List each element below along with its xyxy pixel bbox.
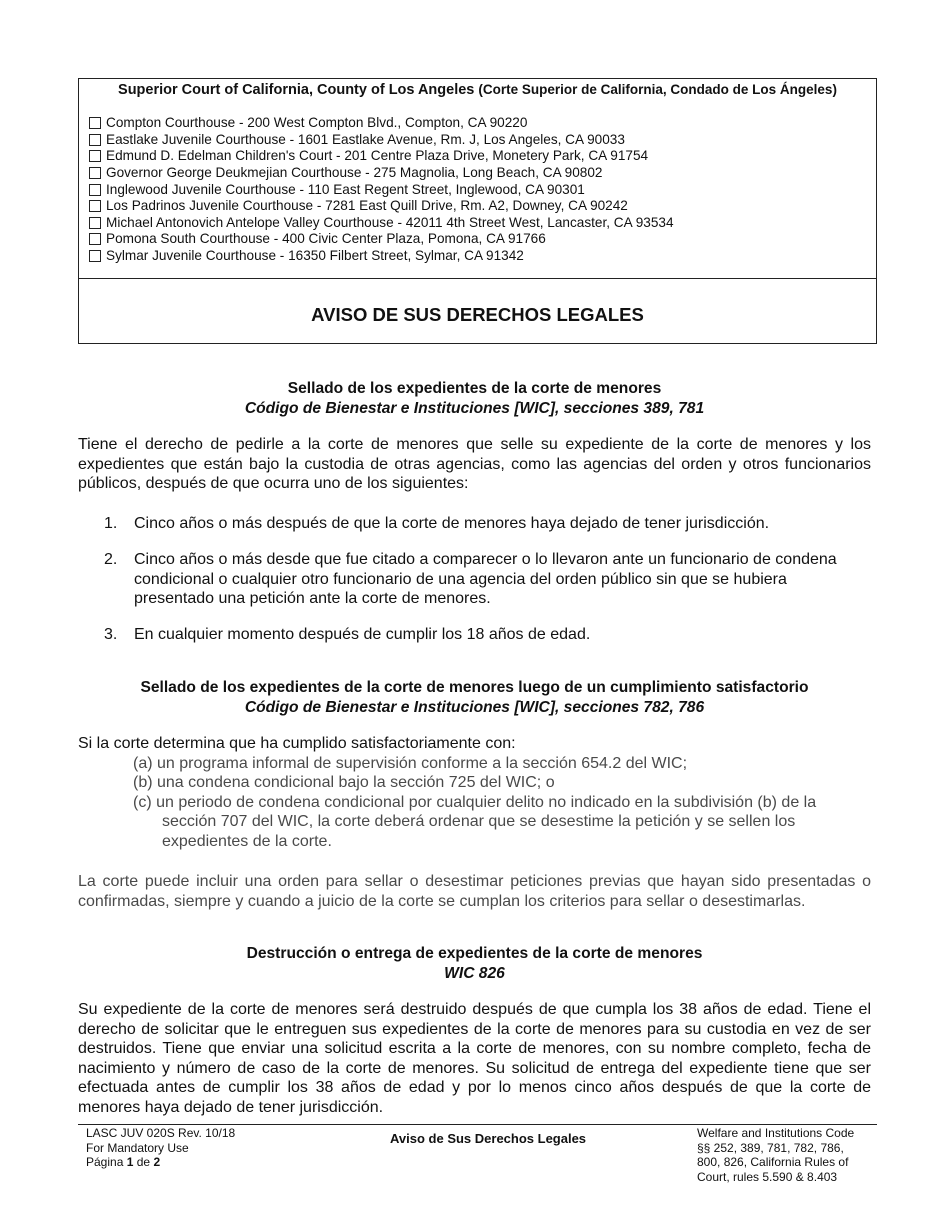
courthouse-checkbox[interactable] (89, 233, 101, 245)
section-3-body (78, 1000, 871, 1118)
courthouse-option[interactable] (89, 148, 674, 165)
section-2-closing (78, 872, 871, 911)
sub-item: (c) un periodo de condena condicional por cualquier delito no indicado en la subdivisión (b) de la sección 707 del WIC, la corte deberá ordenar que se desestime la petición y se sellen los expedientes de la corte. (133, 793, 817, 850)
header-divider (79, 278, 876, 279)
section-2-body (78, 734, 871, 852)
courthouse-checkbox[interactable] (89, 150, 101, 162)
legal-ref-line: Welfare and Institutions Code (697, 1126, 855, 1140)
courthouse-option[interactable] (89, 132, 674, 149)
footer-title: Aviso de Sus Derechos Legales (390, 1131, 587, 1146)
sub-item: (b) una condena condicional bajo la sección 725 del WIC; o (133, 774, 555, 792)
courthouse-option[interactable] (89, 115, 674, 132)
section-1-code: Código de Bienestar e Instituciones [WIC], secciones 389, 781 (244, 399, 705, 417)
court-name: Superior Court of California, County of Los Angeles (118, 82, 475, 98)
courthouse-checkbox[interactable] (89, 217, 101, 229)
courthouse-label: Inglewood Juvenile Courthouse - 110 East Regent Street, Inglewood, CA 90301 (106, 181, 585, 197)
section-3-body-text: Su expediente de la corte de menores será destruido después de que cumpla los 38 años de edad. Tiene el derecho de solicitar que le entreguen sus expedientes de la corte de menores para su custodia en vez de ser destruidos. Tiene que enviar una solicitud escrita a la corte de menores, con su nombre completo, fecha de nacimiento y número de caso de la corte de menores. Su solicitud de entrega del expediente tiene que ser efectuada antes de cumplir los 38 años de edad y por lo menos cinco años después de que la corte de menores haya dejado de tener jurisdicción. (78, 1001, 871, 1116)
footer-form-info (86, 1126, 235, 1170)
courthouse-list (89, 115, 674, 264)
courthouse-label: Sylmar Juvenile Courthouse - 16350 Filbert Street, Sylmar, CA 91342 (106, 248, 524, 264)
section-2-heading (78, 678, 871, 717)
page-footer (78, 1124, 877, 1184)
sub-item: (a) un programa informal de supervisión conforme a la sección 654.2 del WIC; (133, 754, 688, 772)
page-of: de (136, 1155, 151, 1169)
legal-ref-line: §§ 252, 389, 781, 782, 786, (697, 1140, 844, 1155)
courthouse-checkbox[interactable] (89, 117, 101, 129)
section-1-list (78, 550, 871, 609)
courthouse-option[interactable] (89, 198, 674, 215)
courthouse-option[interactable] (89, 215, 674, 232)
courthouse-label: Los Padrinos Juvenile Courthouse - 7281 East Quill Drive, Rm. A2, Downey, CA 90242 (106, 198, 628, 214)
courthouse-checkbox[interactable] (89, 184, 101, 196)
section-1-intro (78, 435, 871, 494)
section-2-closing-text: La corte puede incluir una orden para sellar o desestimar peticiones previas que hayan sido presentadas o confirmadas, siempre y cuando a juicio de la corte se cumplan los criterios para sellar o desestimarlas. (78, 873, 871, 910)
page-current: 1 (126, 1155, 134, 1169)
legal-ref-line: Court, rules 5.590 & 8.403 (697, 1169, 838, 1184)
section-1-list (78, 625, 871, 645)
notice-title: AVISO DE SUS DERECHOS LEGALES (311, 304, 644, 325)
courthouse-checkbox[interactable] (89, 134, 101, 146)
section-2-sub-list (78, 754, 871, 852)
courthouse-label: Compton Courthouse - 200 West Compton Blvd., Compton, CA 90220 (106, 115, 528, 131)
list-item (78, 625, 871, 645)
legal-ref-line: 800, 826, California Rules of (697, 1155, 849, 1169)
courthouse-option[interactable] (89, 231, 674, 248)
courthouse-label: Governor George Deukmejian Courthouse - 275 Magnolia, Long Beach, CA 90802 (106, 165, 603, 181)
list-item-text: Cinco años o más desde que fue citado a comparecer o lo llevaron ante un funcionario de condena condicional o cualquier otro funcionario de una agencia del orden público sin que se hubiera presentado una petición ante la corte de menores. (134, 551, 837, 608)
courthouse-checkbox[interactable] (89, 167, 101, 179)
list-item-text: Cinco años o más después de que la corte de menores haya dejado de tener jurisdicción. (134, 515, 770, 532)
list-item-number: 2. (104, 551, 118, 568)
section-2-code: Código de Bienestar e Instituciones [WIC], secciones 782, 786 (244, 698, 705, 716)
courthouse-label: Edmund D. Edelman Children's Court - 201 Centre Plaza Drive, Monetery Park, CA 91754 (106, 148, 649, 164)
section-2-title: Sellado de los expedientes de la corte de menores luego de un cumplimiento satisfactorio (140, 679, 809, 696)
list-item-number: 3. (104, 626, 118, 643)
courthouse-option[interactable] (89, 165, 674, 182)
section-3-code: WIC 826 (444, 964, 505, 982)
page-label: Página (86, 1155, 124, 1169)
section-3-heading (78, 944, 871, 983)
page-number (86, 1155, 235, 1170)
court-title (79, 81, 876, 99)
list-item (78, 550, 871, 609)
courthouse-label: Eastlake Juvenile Courthouse - 1601 Eastlake Avenue, Rm. J, Los Angeles, CA 90033 (106, 131, 625, 147)
section-1-heading (78, 379, 871, 418)
section-1-title: Sellado de los expedientes de la corte de menores (287, 380, 662, 397)
section-1-intro-text: Tiene el derecho de pedirle a la corte de menores que selle su expediente de la corte de menores y los expedientes que están bajo la custodia de otras agencias, como las agencias del orden y otros funcionarios públicos, después de que ocurra uno de los siguientes: (78, 436, 871, 493)
court-header-box (78, 78, 877, 344)
section-2-intro: Si la corte determina que ha cumplido satisfactoriamente con: (78, 735, 516, 752)
courthouse-checkbox[interactable] (89, 200, 101, 212)
page-total: 2 (153, 1155, 161, 1169)
courthouse-label: Michael Antonovich Antelope Valley Courthouse - 42011 4th Street West, Lancaster, CA 93534 (106, 214, 674, 230)
mandatory-use: For Mandatory Use (86, 1140, 189, 1155)
form-id: LASC JUV 020S Rev. 10/18 (86, 1126, 236, 1140)
section-1-list (78, 514, 871, 534)
courthouse-option[interactable] (89, 248, 674, 265)
list-item-number: 1. (104, 515, 118, 532)
footer-legal-refs (697, 1126, 872, 1184)
courthouse-label: Pomona South Courthouse - 400 Civic Center Plaza, Pomona, CA 91766 (106, 231, 546, 247)
courthouse-option[interactable] (89, 181, 674, 198)
court-name-spanish: (Corte Superior de California, Condado de Los Ángeles) (478, 82, 837, 97)
list-item (78, 514, 871, 534)
section-3-title: Destrucción o entrega de expedientes de la corte de menores (246, 945, 703, 962)
list-item-text: En cualquier momento después de cumplir los 18 años de edad. (134, 626, 591, 643)
courthouse-checkbox[interactable] (89, 250, 101, 262)
